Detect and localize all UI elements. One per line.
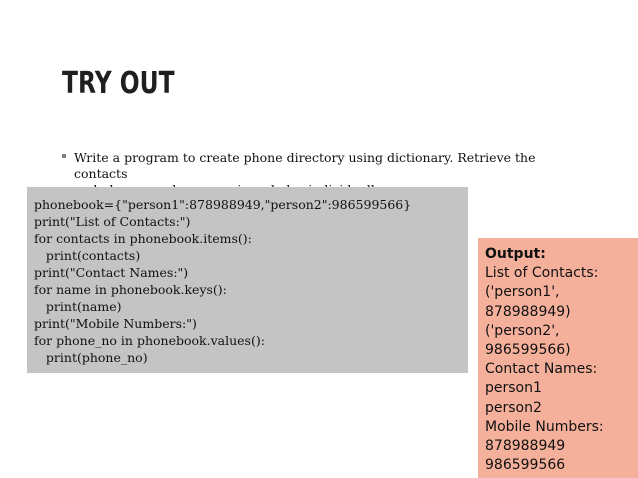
bullet-square-icon: [62, 154, 66, 158]
code-line: for phone_no in phonebook.values():: [34, 333, 265, 348]
code-line: print("List of Contacts:"): [34, 214, 191, 229]
output-line: ('person1',: [485, 284, 560, 301]
code-line: for name in phonebook.keys():: [34, 282, 227, 297]
code-line: print("Contact Names:"): [34, 265, 189, 280]
code-line: phonebook={"person1":878988949,"person2":986599566}: [34, 197, 412, 212]
output-line: 986599566: [485, 457, 566, 474]
output-panel: [478, 238, 638, 478]
code-line: print(name): [34, 299, 122, 314]
output-line: List of Contacts:: [485, 265, 599, 282]
code-line: for contacts in phonebook.items():: [34, 231, 252, 246]
output-line: 878988949: [485, 438, 566, 455]
output-line: ('person2',: [485, 322, 560, 339]
code-line: print(phone_no): [34, 350, 148, 365]
code-line: print(contacts): [34, 248, 141, 263]
code-block: [27, 187, 468, 373]
output-line: person2: [485, 399, 542, 416]
slide-title: TRY OUT: [62, 66, 175, 101]
code-line: print("Mobile Numbers:"): [34, 316, 197, 331]
output-line: Contact Names:: [485, 361, 598, 378]
output-line: person1: [485, 380, 542, 397]
output-line: 986599566): [485, 342, 571, 359]
output-line: 878988949): [485, 303, 571, 320]
task-line-1: Write a program to create phone directory using dictionary. Retrieve the contacts: [74, 150, 536, 181]
output-heading: Output:: [485, 246, 546, 262]
output-line: Mobile Numbers:: [485, 418, 604, 435]
